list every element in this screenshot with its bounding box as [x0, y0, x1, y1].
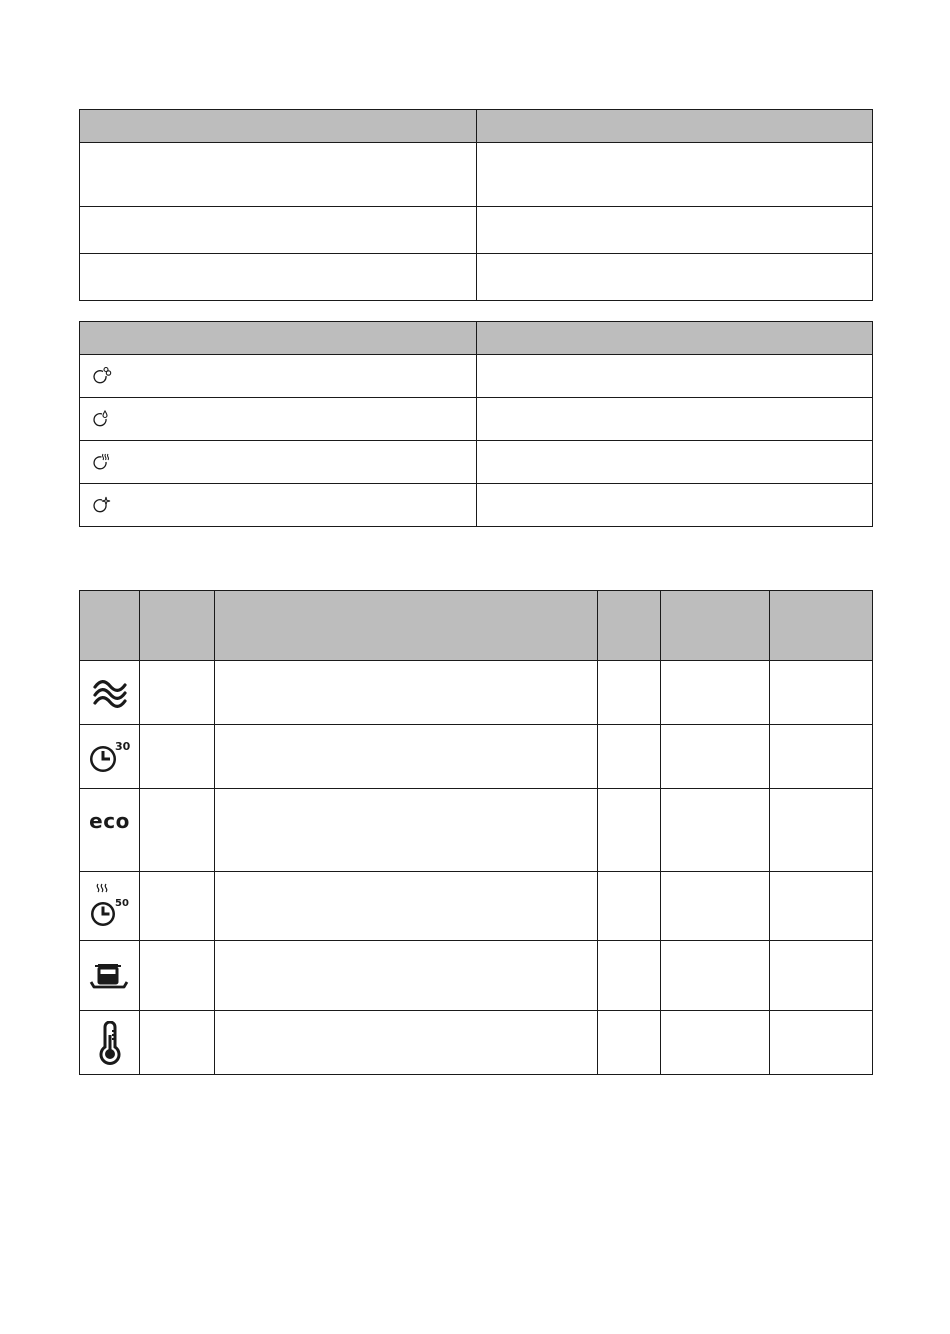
table-cell	[598, 661, 661, 725]
program-icon-cell	[80, 661, 140, 725]
eco-icon: eco	[89, 809, 130, 833]
table-row	[80, 355, 873, 398]
table-cell	[215, 1011, 598, 1075]
table-cell	[661, 872, 770, 941]
table-cell	[80, 254, 477, 301]
table-header-row	[80, 322, 873, 355]
indicator-table	[79, 321, 873, 527]
header-cell	[477, 110, 873, 143]
table-cell	[80, 484, 477, 527]
cleaning-indicator-icon	[90, 494, 112, 516]
programs-table	[79, 590, 873, 1075]
table-cell	[215, 941, 598, 1011]
program-row	[80, 661, 873, 725]
table-cell	[477, 484, 873, 527]
header-cell	[477, 322, 873, 355]
thermometer-icon	[95, 1021, 125, 1065]
table-cell	[80, 143, 477, 207]
table-cell	[215, 789, 598, 872]
header-cell	[598, 591, 661, 661]
table-cell	[477, 355, 873, 398]
header-cell	[80, 322, 477, 355]
table-cell	[215, 872, 598, 941]
quick-30-clock-icon	[85, 737, 135, 777]
table-cell	[770, 789, 873, 872]
salt-indicator-icon	[90, 408, 112, 430]
info-table-1	[79, 109, 873, 301]
table-cell	[598, 872, 661, 941]
table-row	[80, 143, 873, 207]
program-icon-cell	[80, 725, 140, 789]
program-icon-cell	[80, 789, 140, 872]
table-cell	[770, 1011, 873, 1075]
table-cell	[770, 872, 873, 941]
table-cell	[477, 254, 873, 301]
table-cell	[140, 725, 215, 789]
table-cell	[661, 661, 770, 725]
drying-indicator-icon	[90, 451, 112, 473]
table-cell	[661, 1011, 770, 1075]
table-header-row	[80, 591, 873, 661]
table-cell	[477, 441, 873, 484]
rinse-aid-indicator-icon	[90, 365, 112, 387]
program-row	[80, 1011, 873, 1075]
table-cell	[598, 789, 661, 872]
quick-30-label: 30	[114, 739, 130, 753]
header-cell	[770, 591, 873, 661]
program-row	[80, 725, 873, 789]
table-cell	[215, 661, 598, 725]
table-cell	[598, 1011, 661, 1075]
table-cell	[80, 355, 477, 398]
table-cell	[770, 725, 873, 789]
table-cell	[140, 872, 215, 941]
header-cell	[80, 591, 140, 661]
table-cell	[140, 1011, 215, 1075]
program-row	[80, 872, 873, 941]
table-cell	[215, 725, 598, 789]
program-row	[80, 789, 873, 872]
header-cell	[215, 591, 598, 661]
table-row	[80, 207, 873, 254]
table-row	[80, 254, 873, 301]
table-cell	[661, 789, 770, 872]
table-cell	[140, 789, 215, 872]
table-cell	[477, 143, 873, 207]
table-cell	[477, 398, 873, 441]
table-cell	[80, 441, 477, 484]
table-cell	[661, 725, 770, 789]
pre-wash-waves-icon	[90, 675, 130, 711]
table-cell	[80, 207, 477, 254]
table-cell	[661, 941, 770, 1011]
header-cell	[140, 591, 215, 661]
intensive-pot-icon	[88, 956, 132, 996]
table-cell	[477, 207, 873, 254]
table-cell	[770, 941, 873, 1011]
table-cell	[770, 661, 873, 725]
program-icon-cell	[80, 1011, 140, 1075]
program-icon-cell	[80, 941, 140, 1011]
table-row	[80, 398, 873, 441]
quick-50-steam-clock-icon	[85, 882, 135, 930]
table-cell	[598, 725, 661, 789]
table-row	[80, 441, 873, 484]
table-header-row	[80, 110, 873, 143]
table-row	[80, 484, 873, 527]
quick-50-label: 50	[114, 898, 129, 909]
program-icon-cell	[80, 872, 140, 941]
table-cell	[80, 398, 477, 441]
table-cell	[140, 661, 215, 725]
program-row	[80, 941, 873, 1011]
header-cell	[661, 591, 770, 661]
header-cell	[80, 110, 477, 143]
table-cell	[598, 941, 661, 1011]
table-cell	[140, 941, 215, 1011]
